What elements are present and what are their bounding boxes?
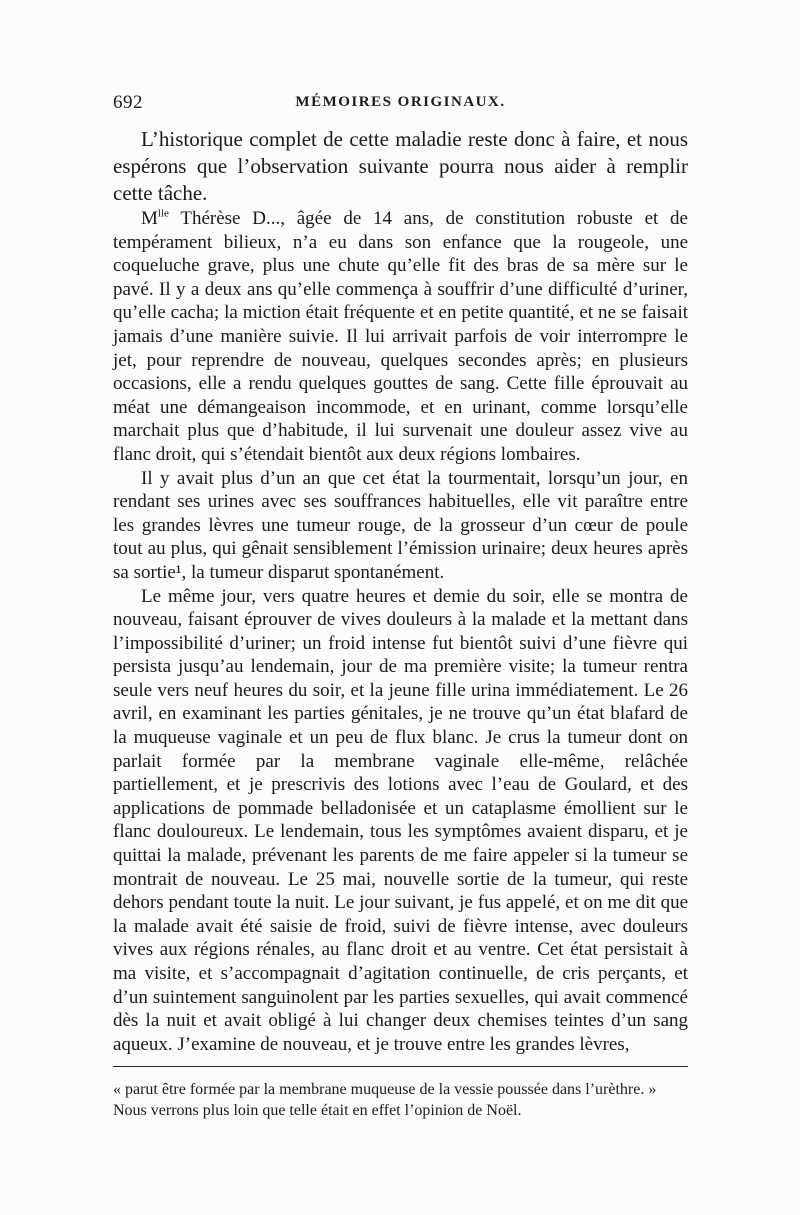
footnote-line-2: Nous verrons plus loin que telle était en effet l’opinion de Noël. — [113, 1102, 522, 1120]
footnote — [113, 1079, 688, 1121]
paragraph-intro: L’historique complet de cette maladie reste donc à faire, et nous espérons que l’observation suivante pourra nous aider à remplir cette tâche. — [113, 127, 688, 205]
paragraph-same-day: Le même jour, vers quatre heures et demie du soir, elle se montra de nouveau, faisant éprouver de vives douleurs à la malade et la mettant dans l’impossibilité d’uriner; un froid intense fut bientôt suivi d’une fièvre qui persista jusqu’au lendemain, jour de ma première visite; la tumeur rentra seule vers neuf heures du soir, et la jeune fille urina immédiatement. Le 26 avril, en examinant les parties génitales, je ne trouve qu’un état blafard de la muqueuse vaginale et un peu de flux blanc. Je crus la tumeur dont on parlait formée par la membrane vaginale elle-même, relâchée partiellement, et je prescrivis des lotions avec l’eau de Goulard, et des applications de pommade belladonisée et un cataplasme émollient sur le flanc douloureux. Le lendemain, tous les symptômes avaient disparu, et je quittai la malade, prévenant les parents de me faire appeler si la tumeur se montrait de nouveau. Le 25 mai, nouvelle sortie de la tumeur, qui reste dehors pendant toute la nuit. Le jour suivant, je fus appelé, et on me dit que la malade avait été saisie de froid, suivi de fièvre intense, avec douleurs vives aux régions rénales, au flanc droit et au ventre. Cet état persistait à ma visite, et s’accompagnait d’agitation continuelle, de cris perçants, et d’un suintement sanguinolent par les parties sexuelles, qui avait commencé dès la nuit et avait obligé à lui changer deux chemises teintes d’un sang aqueux. J’examine de nouveau, et je trouve entre les grandes lèvres, — [113, 585, 688, 1055]
paragraph-tumor: Il y avait plus d’un an que cet état la tourmentait, lorsqu’un jour, en rendant ses urines avec ses souffrances habituelles, elle vit paraître entre les grandes lèvres une tumeur rouge, de la grosseur d’un cœur de poule tout au plus, qui gênait sensiblement l’émission urinaire; deux heures après sa sortie¹, la tumeur disparut spontanément. — [113, 467, 688, 583]
body-text — [113, 126, 688, 1056]
salutation-prefix: M — [141, 208, 158, 229]
salutation-sup: lle — [157, 207, 169, 220]
page-header — [113, 92, 688, 120]
footnote-line-1: « parut être formée par la membrane muqueuse de la vessie poussée dans l’urèthre. » — [113, 1081, 657, 1099]
paragraph-observation — [113, 207, 688, 467]
running-title: MÉMOIRES ORIGINAUX. — [295, 94, 506, 110]
page-number: 692 — [113, 92, 143, 113]
document-page — [113, 92, 688, 1121]
footnote-divider — [113, 1066, 688, 1067]
paragraph-observation-text: Thérèse D..., âgée de 14 ans, de constitution robuste et de tempérament bilieux, n’a eu dans son enfance que la rougeole, une coqueluche grave, plus une chute qu’elle fit des bras de sa mère sur le pavé. Il y a deux ans qu’elle commença à souffrir d’une difficulté d’uriner, qu’elle cacha; la miction était fréquente et en petite quantité, et ne se faisait jamais d’une manière suivie. Il lui arrivait parfois de voir interrompre le jet, pour reprendre de nouveau, quelques secondes après; en plusieurs occasions, elle a rendu quelques gouttes de sang. Cette fille éprouvait au méat une démangeaison incommode, et en urinant, comme lorsqu’elle marchait plus que d’habitude, il lui survenait une douleur assez vive au flanc droit, qui s’étendait bientôt aux deux régions lombaires. — [113, 208, 688, 465]
